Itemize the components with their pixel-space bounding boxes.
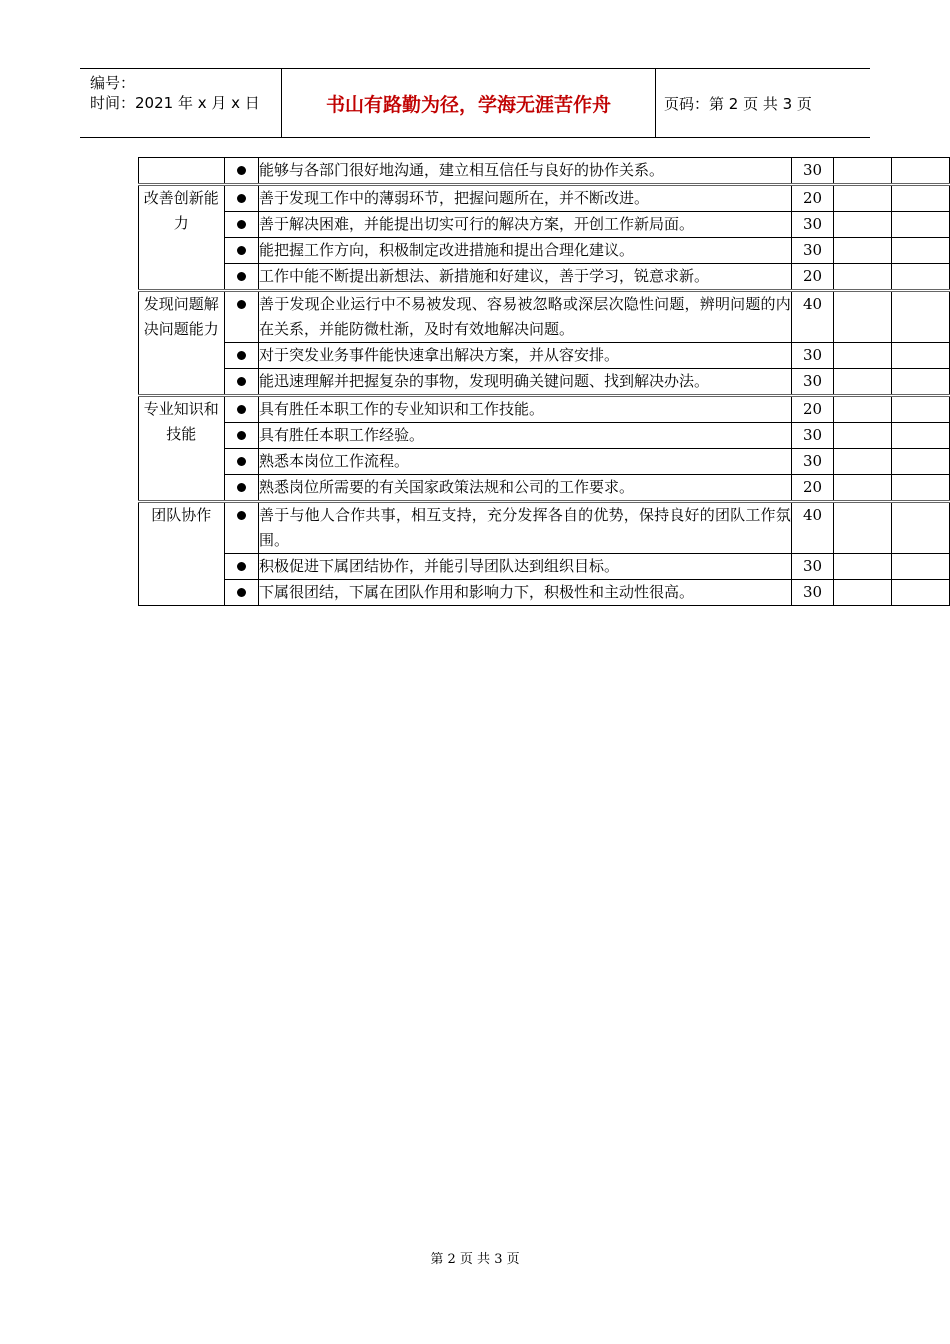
rating-cell — [834, 423, 892, 449]
bullet-cell — [224, 369, 258, 396]
table-row — [139, 423, 950, 449]
criterion-text: 善于解决困难，并能提出切实可行的解决方案，开创工作新局面。 — [259, 212, 792, 238]
criterion-text: 工作中能不断提出新想法、新措施和好建议，善于学习，锐意求新。 — [259, 264, 792, 291]
bullet-icon — [237, 457, 246, 466]
bullet-cell — [224, 475, 258, 502]
bullet-icon — [237, 588, 246, 597]
score-cell: 30 — [791, 369, 834, 396]
score-cell: 20 — [791, 264, 834, 291]
rating-cell — [834, 343, 892, 369]
score-cell: 30 — [791, 449, 834, 475]
score-cell: 40 — [791, 291, 834, 343]
bullet-cell — [224, 396, 258, 423]
bullet-cell — [224, 554, 258, 580]
bullet-icon — [237, 405, 246, 414]
table-row — [139, 291, 950, 343]
header-meta — [90, 73, 260, 113]
time-label: 时间：2021 年 x 月 x 日 — [90, 94, 260, 112]
rating-cell — [834, 212, 892, 238]
rating-cell — [834, 475, 892, 502]
rating-cell — [892, 449, 950, 475]
bullet-cell — [224, 158, 258, 185]
table-row — [139, 475, 950, 502]
criterion-text: 能把握工作方向，积极制定改进措施和提出合理化建议。 — [259, 238, 792, 264]
score-cell: 20 — [791, 475, 834, 502]
score-cell: 30 — [791, 212, 834, 238]
rating-cell — [892, 264, 950, 291]
bullet-cell — [224, 449, 258, 475]
bullet-icon — [237, 562, 246, 571]
rating-cell — [892, 158, 950, 185]
criterion-text: 具有胜任本职工作的专业知识和工作技能。 — [259, 396, 792, 423]
bullet-cell — [224, 580, 258, 606]
bullet-icon — [237, 483, 246, 492]
bullet-cell — [224, 185, 258, 212]
bullet-icon — [237, 194, 246, 203]
rating-cell — [834, 291, 892, 343]
score-cell: 30 — [791, 580, 834, 606]
rating-cell — [892, 212, 950, 238]
rating-cell — [834, 396, 892, 423]
table-row — [139, 396, 950, 423]
bullet-cell — [224, 502, 258, 554]
rating-cell — [892, 580, 950, 606]
rating-cell — [834, 554, 892, 580]
score-cell: 20 — [791, 185, 834, 212]
bullet-icon — [237, 272, 246, 281]
rating-cell — [892, 475, 950, 502]
rating-cell — [892, 369, 950, 396]
page-header — [80, 68, 870, 138]
bullet-icon — [237, 300, 246, 309]
header-page-label: 页码：第 2 页 共 3 页 — [664, 94, 812, 113]
table-row — [139, 554, 950, 580]
rating-cell — [892, 185, 950, 212]
rating-cell — [834, 264, 892, 291]
rating-cell — [892, 291, 950, 343]
score-cell: 20 — [791, 396, 834, 423]
criterion-text: 熟悉本岗位工作流程。 — [259, 449, 792, 475]
rating-cell — [834, 238, 892, 264]
rating-cell — [834, 158, 892, 185]
bullet-cell — [224, 291, 258, 343]
rating-cell — [892, 554, 950, 580]
criterion-text: 善于与他人合作共事，相互支持，充分发挥各自的优势，保持良好的团队工作氛围。 — [259, 502, 792, 554]
score-cell: 30 — [791, 158, 834, 185]
table-row — [139, 369, 950, 396]
bullet-cell — [224, 212, 258, 238]
bullet-icon — [237, 377, 246, 386]
table-row — [139, 580, 950, 606]
score-cell: 30 — [791, 238, 834, 264]
page-footer: 第 2 页 共 3 页 — [430, 1252, 520, 1267]
criterion-text: 能够与各部门很好地沟通，建立相互信任与良好的协作关系。 — [259, 158, 792, 185]
rating-cell — [892, 343, 950, 369]
category-cell: 发现问题解决问题能力 — [139, 291, 225, 396]
table-row — [139, 238, 950, 264]
category-cell: 改善创新能力 — [139, 185, 225, 291]
score-cell: 30 — [791, 423, 834, 449]
rating-cell — [834, 502, 892, 554]
score-cell: 30 — [791, 343, 834, 369]
rating-cell — [892, 396, 950, 423]
criterion-text: 熟悉岗位所需要的有关国家政策法规和公司的工作要求。 — [259, 475, 792, 502]
evaluation-table — [138, 157, 950, 606]
table-row — [139, 185, 950, 212]
rating-cell — [834, 185, 892, 212]
criterion-text: 具有胜任本职工作经验。 — [259, 423, 792, 449]
bullet-icon — [237, 431, 246, 440]
bullet-cell — [224, 264, 258, 291]
bullet-icon — [237, 246, 246, 255]
bullet-icon — [237, 351, 246, 360]
score-cell: 40 — [791, 502, 834, 554]
bullet-icon — [237, 220, 246, 229]
criterion-text: 善于发现工作中的薄弱环节，把握问题所在，并不断改进。 — [259, 185, 792, 212]
criterion-text: 对于突发业务事件能快速拿出解决方案，并从容安排。 — [259, 343, 792, 369]
rating-cell — [892, 423, 950, 449]
table-row — [139, 212, 950, 238]
header-motto: 书山有路勤为径，学海无涯苦作舟 — [281, 69, 656, 137]
bullet-cell — [224, 423, 258, 449]
table-row — [139, 264, 950, 291]
bullet-cell — [224, 238, 258, 264]
table-row — [139, 343, 950, 369]
bullet-cell — [224, 343, 258, 369]
criterion-text: 积极促进下属团结协作，并能引导团队达到组织目标。 — [259, 554, 792, 580]
table-row — [139, 158, 950, 185]
table-row — [139, 502, 950, 554]
score-cell: 30 — [791, 554, 834, 580]
criterion-text: 能迅速理解并把握复杂的事物，发现明确关键问题、找到解决办法。 — [259, 369, 792, 396]
category-cell: 专业知识和技能 — [139, 396, 225, 502]
rating-cell — [834, 449, 892, 475]
bullet-icon — [237, 511, 246, 520]
criterion-text: 下属很团结，下属在团队作用和影响力下，积极性和主动性很高。 — [259, 580, 792, 606]
category-cell — [139, 158, 225, 185]
rating-cell — [834, 369, 892, 396]
rating-cell — [892, 502, 950, 554]
criterion-text: 善于发现企业运行中不易被发现、容易被忽略或深层次隐性问题，辨明问题的内在关系，并能防微杜渐，及时有效地解决问题。 — [259, 291, 792, 343]
rating-cell — [892, 238, 950, 264]
rating-cell — [834, 580, 892, 606]
number-label: 编号： — [90, 74, 136, 92]
bullet-icon — [237, 166, 246, 175]
table-row — [139, 449, 950, 475]
category-cell: 团队协作 — [139, 502, 225, 606]
